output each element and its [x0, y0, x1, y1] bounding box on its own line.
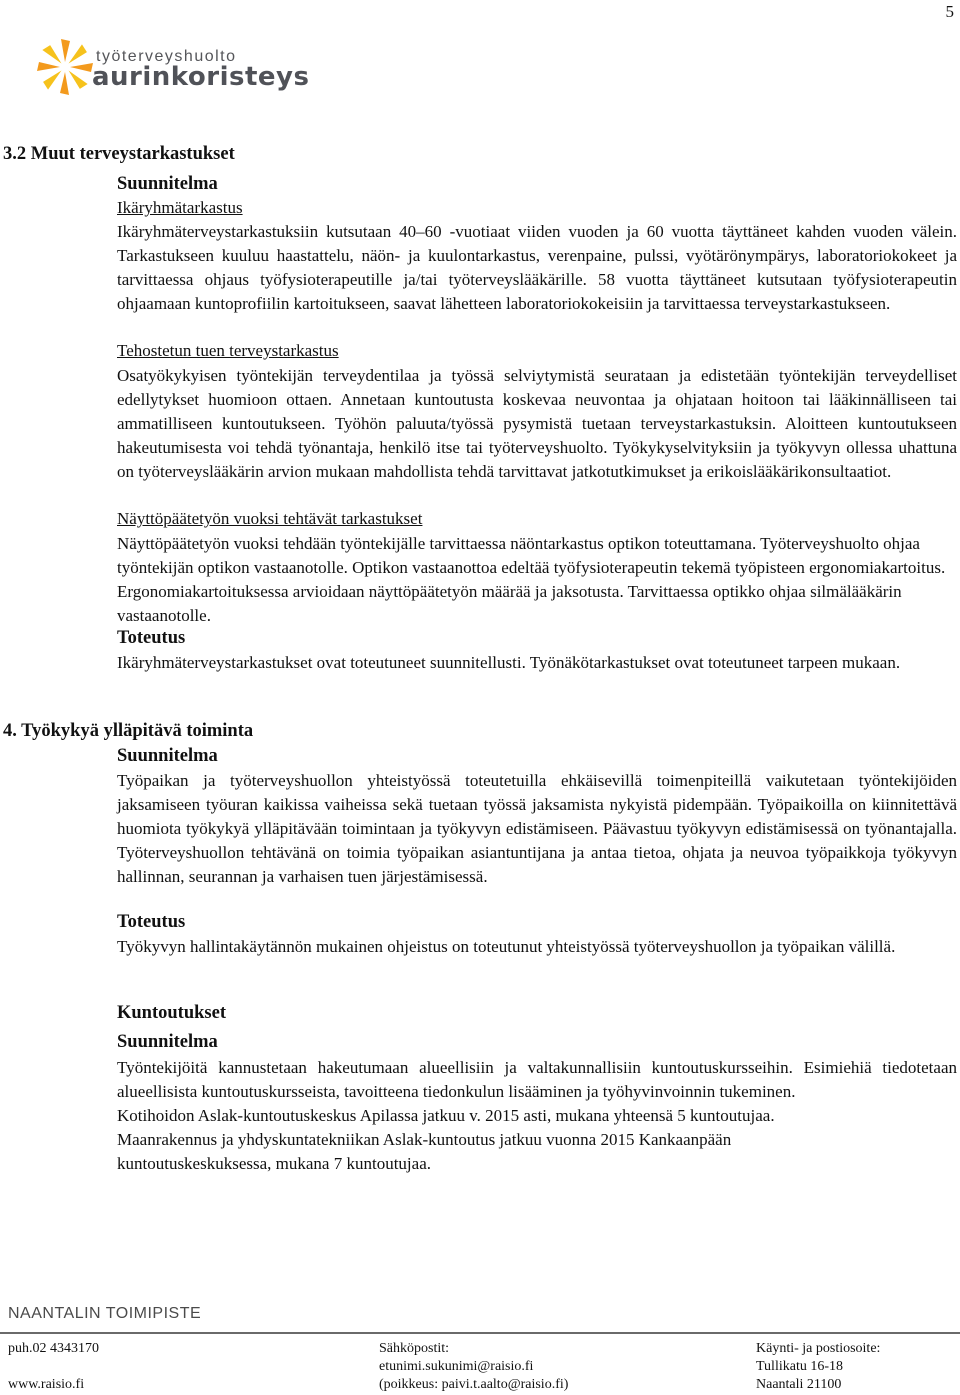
paragraph-intensified: Osatyökykyisen työntekijän terveydentilaa ja työssä selviytymistä seurataan ja edistetään työntekijän terveydelliset edellytykset huomioon ottaen. Annetaan kuntoutusta koskevaa neuvontaa ja ohjataan hoitoon tai lääkinnälliseen tai ammatilliseen kuntoutukseen. Työhön paluuta/työssä pysymistä tuetaan terveystarkastuksin. Aloitteen kuntoutukseen hakeutumisesta voi tehdä työnantaja, henkilö itse tai työterveyshuolto. Työkykyselvityksiin ja työkyvyn ollessa uhattuna on työterveyslääkärin arvion mukaan mahdollista tehdä tarvittavat jatkotutkimukset ja erikoislääkärikonsultaatiot. [117, 366, 957, 481]
footer-emails [379, 1340, 568, 1394]
footer-address [756, 1340, 880, 1394]
footer-email-1[interactable]: etunimi.sukunimi@raisio.fi [379, 1359, 534, 1374]
section-heading-4: 4. Työkykyä ylläpitävä toiminta [3, 721, 254, 741]
implementation-label: Toteutus [117, 628, 186, 648]
paragraph-section4-plan: Työpaikan ja työterveyshuollon yhteistyössä toteutetuilla ehkäisevillä toimenpiteillä vaikutetaan työntekijöiden jaksamiseen työuran kaikissa vaiheissa sekä tuetaan työssä jaksamista nykyistä pidempään. Työpaikoilla on kiinnitettävä huomiota työkykyä ylläpitävään toimintaan ja työkyvyn edistämiseen. Päävastuu työkyvyn edistämisessä on työnantajalla. Työterveyshuollon tehtävänä on toimia työpaikan asiantuntijana ja antaa tietoa, ohjata ja neuvoa työpaikkoja työkyvyn hallinnan, seurannan ja varhaisen tuen järjestämisessä. [117, 771, 957, 886]
paragraph-display: Näyttöpäätetyön vuoksi tehdään työntekijälle tarvittaessa näöntarkastus optikon toteuttamana. Työterveyshuolto ohjaa työntekijän optikon vastaanotolle. Optikon vastaanottoa edeltää työfysioterapeutin tekemä työpisteen ergonomiakartoitus. Ergonomiakartoituksessa arvioidaan näyttöpäätetyön määrää ja jaksotusta. Tarvittaessa optikko ohjaa silmälääkärin vastaanotolle. [117, 534, 946, 625]
page-number: 5 [945, 2, 954, 21]
plan-label: Suunnitelma [117, 1032, 218, 1052]
plan-label: Suunnitelma [117, 174, 218, 194]
footer-city: Naantali 21100 [756, 1377, 842, 1392]
company-logo [20, 28, 320, 118]
footer-phone: puh.02 4343170 [8, 1341, 99, 1356]
footer-office-name: NAANTALIN TOIMIPISTE [8, 1305, 202, 1322]
footer-contact [8, 1340, 99, 1394]
footer-street: Tullikatu 16-18 [756, 1359, 843, 1374]
paragraph-section4-implementation: Työkyvyn hallintakäytännön mukainen ohjeistus on toteutunut yhteistyössä työterveyshuollon ja työpaikan välillä. [117, 937, 896, 956]
footer-website[interactable]: www.raisio.fi [8, 1377, 85, 1392]
section-heading-3-2: 3.2 Muut terveystarkastukset [3, 144, 235, 164]
sun-icon [34, 36, 96, 98]
rehab-heading: Kuntoutukset [117, 1003, 226, 1023]
plan-label: Suunnitelma [117, 746, 218, 766]
subheading-intensified: Tehostetun tuen terveystarkastus [117, 341, 339, 360]
paragraph-implementation: Ikäryhmäterveystarkastukset ovat toteutuneet suunnitellusti. Työnäkötarkastukset ovat toteutuneet tarpeen mukaan. [117, 653, 901, 672]
logo-title: aurinkoristeys [92, 62, 310, 92]
paragraph-rehab: Työntekijöitä kannustetaan hakeutumaan alueellisiin ja valtakunnallisiin kuntoutuskursseihin. Esimiehiä tiedotetaan alueellisista kuntoutuskursseista, tavoitteena tiedonkulun lisääminen ja työhyvinvoinnin tukeminen. Kotihoidon Aslak-kuntoutuskeskus Apilassa jatkuu v. 2015 asti, mukana yhteensä 5 kuntoutujaa. Maanrakennus ja yhdyskuntatekniikan Aslak-kuntoutus jatkuu vuonna 2015 Kankaanpään kuntoutuskeskuksessa, mukana 7 kuntoutujaa. [117, 1058, 957, 1173]
footer-divider [0, 1332, 960, 1334]
footer-email-2[interactable]: (poikkeus: paivi.t.aalto@raisio.fi) [379, 1377, 569, 1392]
footer-address-label: Käynti- ja postiosoite: [756, 1341, 881, 1356]
footer-email-label: Sähköpostit: [379, 1341, 450, 1356]
subheading-age-groups: Ikäryhmätarkastus [117, 198, 243, 217]
logo-subtitle: työterveyshuolto [96, 48, 237, 65]
implementation-label: Toteutus [117, 912, 186, 932]
subheading-display: Näyttöpäätetyön vuoksi tehtävät tarkastukset [117, 509, 423, 528]
paragraph-age-groups: Ikäryhmäterveystarkastuksiin kutsutaan 40–60 -vuotiaat viiden vuoden ja 60 vuotta täyttäneet kahden vuoden välein. Tarkastukseen kuuluu haastattelu, näön- ja kuulontarkastus, verenpaine, pulssi, vyötärönympärys, laboratoriokokeet ja tarvittaessa ohjaus työfysioterapeutille ja/tai työterveyslääkärille. 58 vuotta täyttäneet kutsutaan työfysioterapeutin ohjaamaan kuntoprofiilin kartoitukseen, saavat lähetteen laboratoriokokeisiin ja tarvittaessa terveystarkastukseen. [117, 222, 957, 313]
